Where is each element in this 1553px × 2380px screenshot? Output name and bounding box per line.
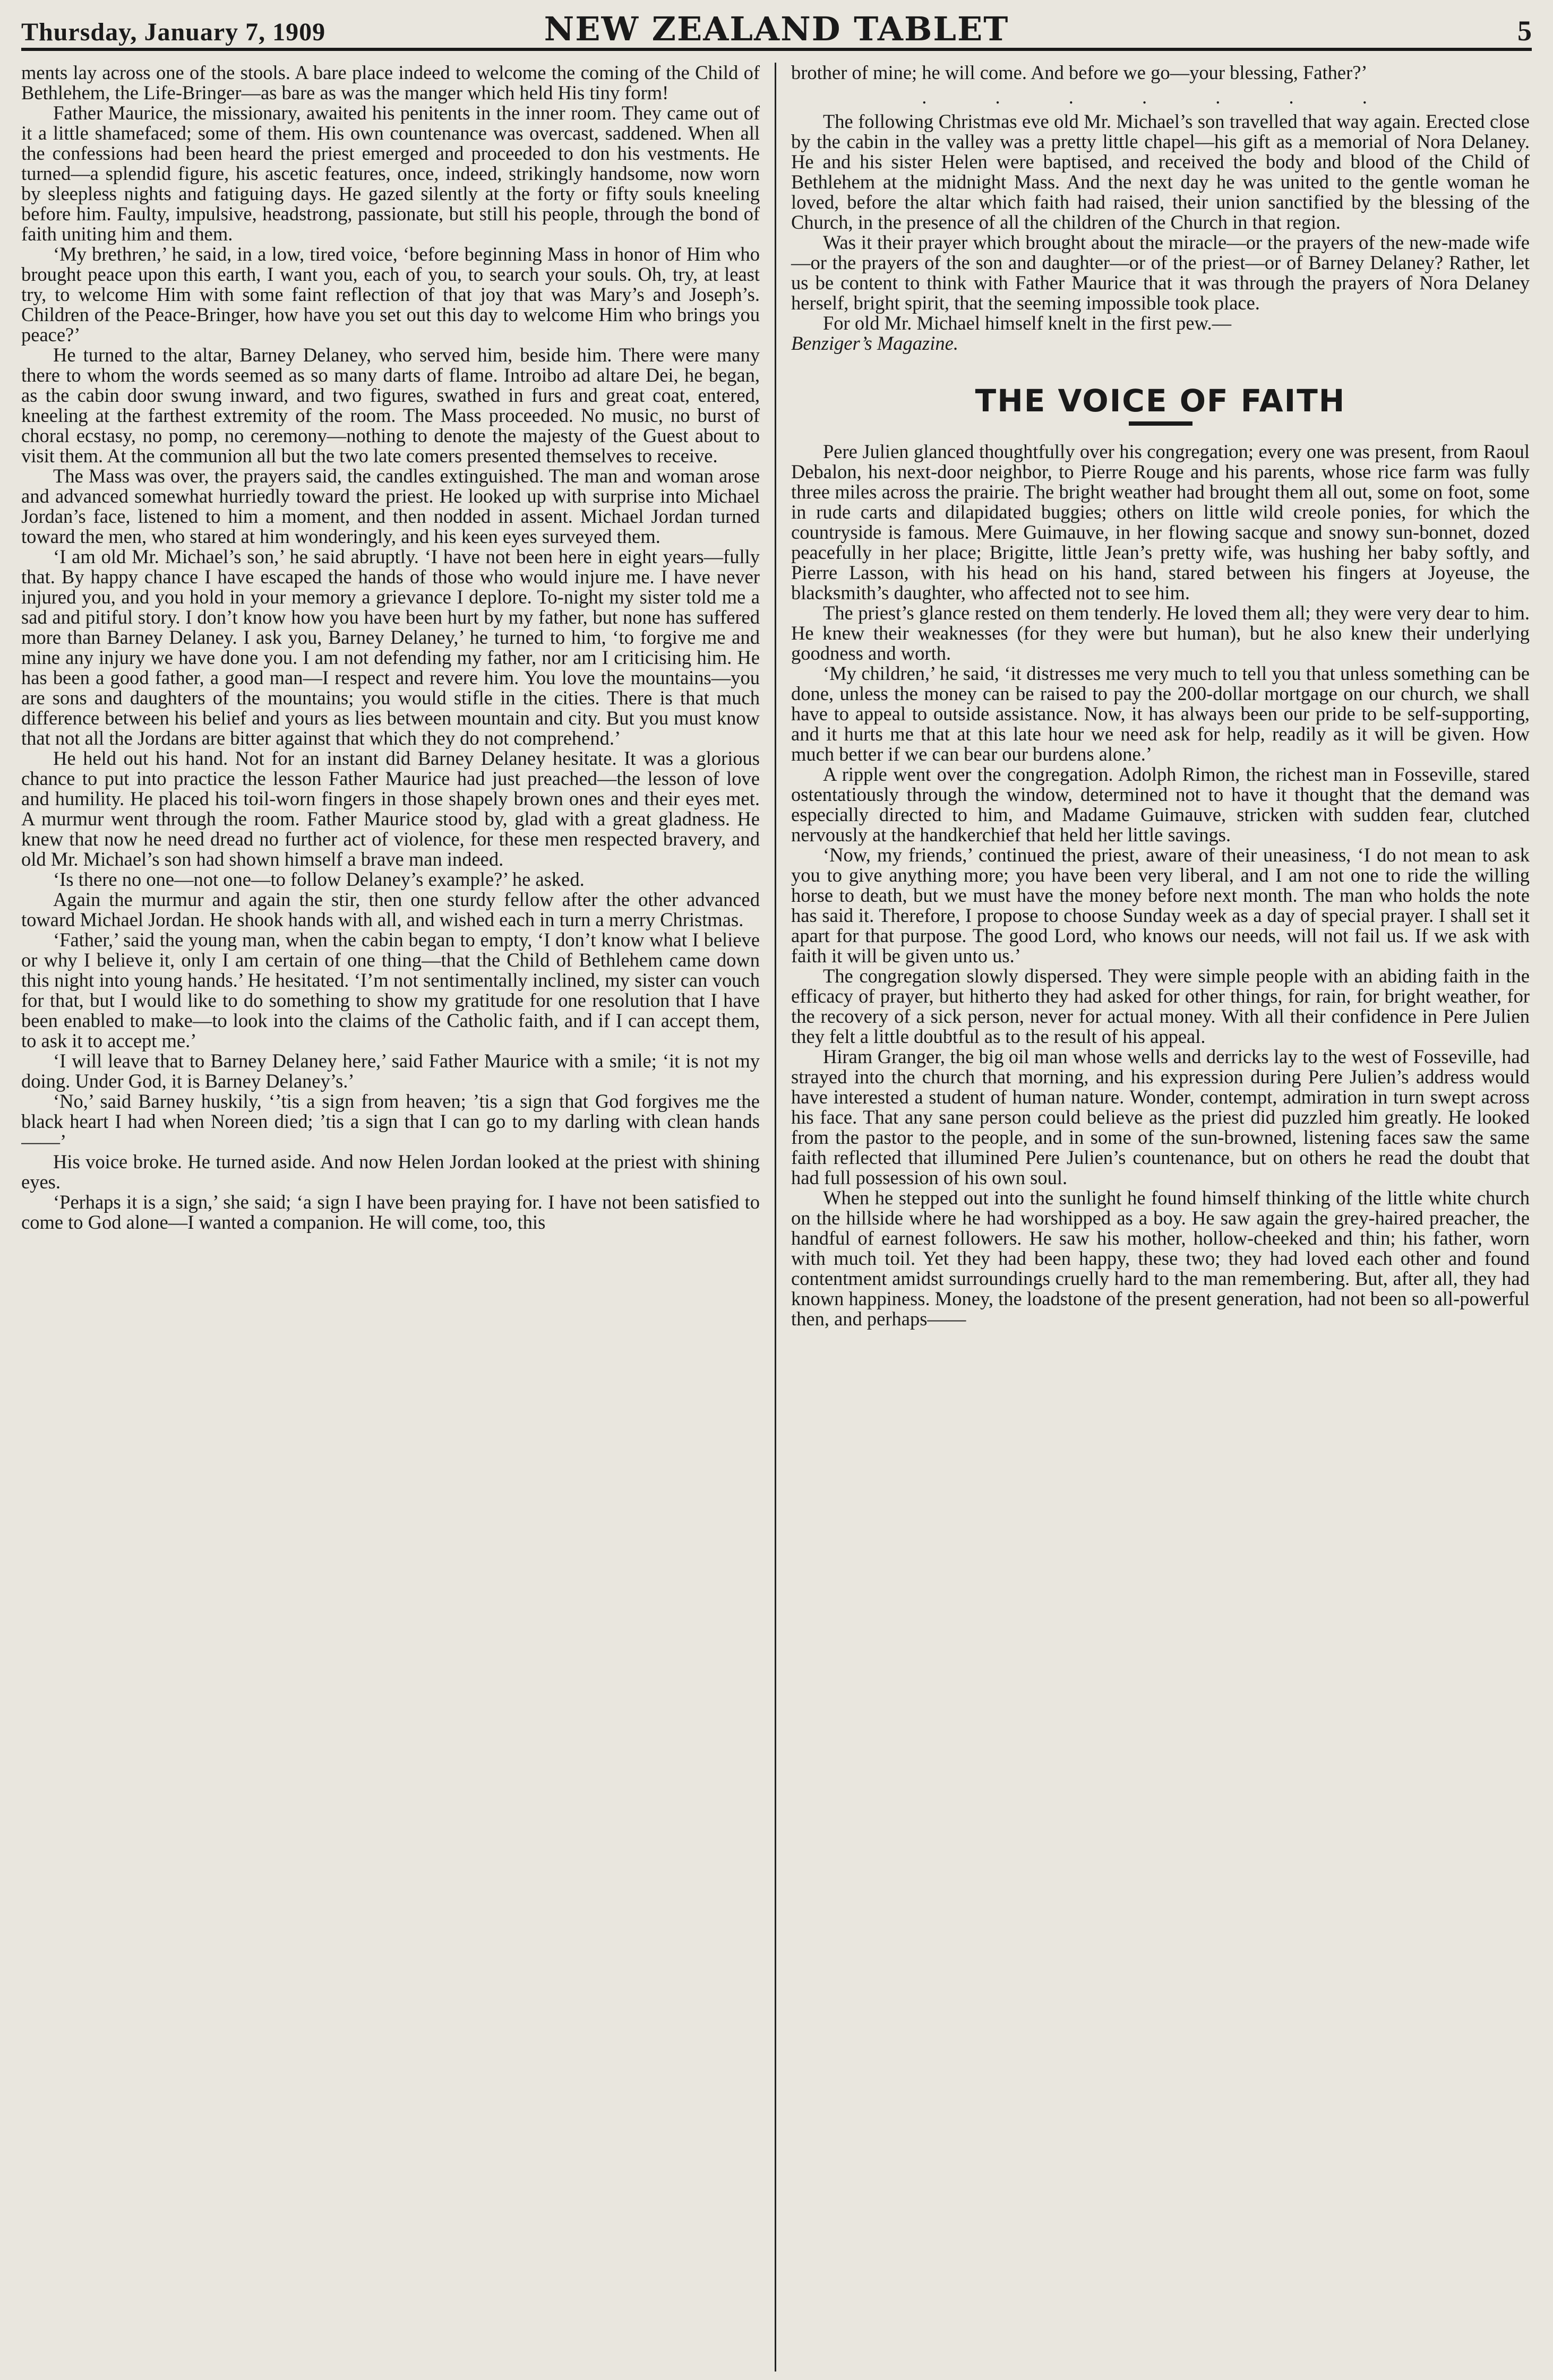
paragraph: ‘Father,’ said the young man, when the cabin began to empty, ‘I don’t know what I believe or why I believe it, only I am certain of one thing—that the Child of Bethlehem came down this night into young hands.’ He hesitated. ‘I’m not sentimentally inclined, my sister can vouch for that, but I would like to do something to show my gratitude for one resolution that I have been enabled to make—to look into the claims of the Catholic faith, and if I can accept them, to ask it to accept me.’	[21, 929, 760, 1051]
article-columns	[21, 63, 1532, 2372]
paragraph: Again the murmur and again the stir, then one sturdy fellow after the other advanced toward Michael Jordan. He shook hands with all, and wished each in turn a merry Christmas.	[21, 889, 760, 930]
paragraph: ‘I will leave that to Barney Delaney here,’ said Father Maurice with a smile; ‘it is not my doing. Under God, it is Barney Delaney’s.’	[21, 1050, 760, 1092]
paragraph: Hiram Granger, the big oil man whose wells and derricks lay to the west of Fosseville, had strayed into the church that morning, and his expression during Pere Julien’s address would have interested a student of human nature. Wonder, contempt, admiration in turn swept across his face. That any sane person could believe as the priest did puzzled him greatly. He looked from the pastor to the people, and in some of the sun-browned, listening faces saw the same faith reflected that illumined Pere Julien’s countenance, but on others he read the doubt that had full possession of his own soul.	[791, 1046, 1530, 1188]
masthead	[21, 10, 1532, 51]
paragraph: ‘Perhaps it is a sign,’ she said; ‘a sign I have been praying for. I have not been satisfied to come to God alone—I wanted a companion. He will come, too, this	[21, 1191, 760, 1233]
paragraph: ments lay across one of the stools. A bare place indeed to welcome the coming of the Child of Bethlehem, the Life-Bringer—as bare as was the manger which held His tiny form!	[21, 63, 760, 104]
paragraph: The following Christmas eve old Mr. Michael’s son travelled that way again. Erected close by the cabin in the valley was a pretty little chapel—his gift as a memorial of Nora Delaney. He and his sister Helen were baptised, and received the body and blood of the Child of Bethlehem at the midnight Mass. And the next day he was united to the gentle woman he loved, before the altar which faith had raised, their union sanctified by the blessing of the Church, in the presence of all the children of the Church in that region.	[791, 110, 1530, 233]
paragraph: ‘My children,’ he said, ‘it distresses me very much to tell you that unless something can be done, unless the money can be raised to pay the 200-dollar mortgage on our church, we shall have to appeal to outside assistance. Now, it has always been our pride to be self-supporting, and it hurts me that at this late hour we need ask for help, readily as it will be given. How much better if we can bear our burdens alone.’	[791, 662, 1530, 765]
paragraph: ‘I am old Mr. Michael’s son,’ he said abruptly. ‘I have not been here in eight years—fully that. By happy chance I have escaped the hands of those who would injure me. I have never injured you, and you hold in your memory a grievance I deplore. To-night my sister told me a sad and pitiful story. I don’t know how you have been hurt by my father, but none has suffered more than Barney Delaney. I ask you, Barney Delaney,’ he turned to him, ‘to forgive me and mine any injury we have done you. I am not defending my father, nor am I criticising him. He has been a good father, a good man—I respect and revere him. You love the mountains—you are sons and daughters of the mountains; you would stifle in the cities. There is that much difference between his belief and yours as lies between mountain and city. But you must know that not all the Jordans are bitter against that which they do not comprehend.’	[21, 546, 760, 749]
title-underline	[1129, 421, 1192, 426]
paragraph: He turned to the altar, Barney Delaney, who served him, beside him. There were many there to whom the words seemed as so many darts of flame. Introibo ad altare Dei, he began, as the cabin door swung inward, and two figures, swathed in furs and great coat, entered, kneeling at the farthest extremity of the room. The Mass proceeded. No music, no burst of choral ecstasy, no pomp, no ceremony—nothing to denote the majesty of the Guest about to visit them. At the communion all but the two late comers presented themselves to receive.	[21, 344, 760, 467]
paragraph: When he stepped out into the sunlight he found himself thinking of the little white church on the hillside where he had worshipped as a boy. He saw again the grey-haired preacher, the handful of earnest followers. He saw his mother, hollow-cheeked and thin; his father, worn with much toil. Yet they had been happy, these two; they had loved each other and found contentment amidst surroundings cruelly hard to the man remembering. But, after all, they had known happiness. Money, the loadstone of the present generation, had not been so all-powerful then, and perhaps——	[791, 1187, 1530, 1330]
paragraph: Was it their prayer which brought about the miracle—or the prayers of the new-made wife—or the prayers of the son and daughter—or of the priest—or of Barney Delaney? Rather, let us be content to think with Father Maurice that it was through the prayers of Nora Delaney herself, bright spirit, that the seeming impossible took place.	[791, 231, 1530, 314]
article-heading-block	[791, 383, 1530, 426]
article-title: THE VOICE OF FAITH	[975, 383, 1346, 419]
left-column	[21, 63, 773, 2372]
paragraph: Pere Julien glanced thoughtfully over his congregation; every one was present, from Raoul Debalon, his next-door neighbor, to Pierre Rouge and his parents, whose rice farm was fully three miles across the prairie. The bright weather had brought them all out, some on foot, some in rude carts and dilapidated buggies; others on little wild creole ponies, for which the countryside is famous. Mere Guimauve, in her flowing sacque and snowy sun-bonnet, dozed peacefully in her place; Brigitte, little Jean’s pretty wife, was hushing her baby softly, and Pierre Lasson, with his head on his hand, stared between his fingers at Joyeuse, the blacksmith’s daughter, who affected not to see him.	[791, 441, 1530, 603]
paragraph: He held out his hand. Not for an instant did Barney Delaney hesitate. It was a glorious chance to put into practice the lesson Father Maurice had just preached—the lesson of love and humility. He placed his toil-worn fingers in those shapely brown ones and their eyes met. A murmur went through the room. Father Maurice stood by, glad with a great gladness. He knew that now he need dread no further act of violence, for these men respected bravery, and old Mr. Michael’s son had shown himself a brave man indeed.	[21, 747, 760, 870]
closing-line: For old Mr. Michael himself knelt in the first pew.—	[823, 312, 1232, 334]
paragraph: A ripple went over the congregation. Adolph Rimon, the richest man in Fosseville, stared ostentatiously through the window, determined not to have it thought that the demand was especially directed to him, and Madame Guimauve, stricken with sudden fear, clutched nervously at the handkerchief that held her little savings.	[791, 763, 1530, 846]
paragraph: The congregation slowly dispersed. They were simple people with an abiding faith in the efficacy of prayer, but hitherto they had asked for other things, for rain, for bright weather, for the recovery of a sick person, never for actual money. With all their confidence in Pere Julien they felt a little doubtful as to the result of his appeal.	[791, 965, 1530, 1047]
paragraph: The Mass was over, the prayers said, the candles extinguished. The man and woman arose and advanced somewhat hurriedly toward the priest. He looked up with surprise into Michael Jordan’s face, listened to him a moment, and then nodded in assent. Michael Jordan turned toward the men, who stared at him wonderingly, and his keen eyes surveyed them.	[21, 465, 760, 547]
paragraph: ‘Is there no one—not one—to follow Delaney’s example?’ he asked.	[53, 868, 585, 890]
paragraph: brother of mine; he will come. And before we go—your blessing, Father?’	[791, 63, 1368, 83]
page-number: 5	[1517, 15, 1532, 47]
paragraph: ‘Now, my friends,’ continued the priest, aware of their uneasiness, ‘I do not mean to ask you to give anything more; you have been very liberal, and I am not one to ride the willing horse to death, but we must have the money before next month. The man who holds the note has said it. Therefore, I propose to choose Sunday week as a day of special prayer. I shall set it apart for that purpose. The good Lord, who knows our needs, will not fail us. If we ask with faith it will be given unto us.’	[791, 844, 1530, 967]
paragraph: ‘My brethren,’ he said, in a low, tired voice, ‘before beginning Mass in honor of Him who brought peace upon this earth, I want you, each of you, to search your souls. Oh, try, at least try, to welcome Him with some faint reflection of that joy that was Mary’s and Joseph’s. Children of the Peace-Bringer, how have you set out this day to welcome Him who brings you peace?’	[21, 243, 760, 346]
issue-date: Thursday, January 7, 1909	[21, 18, 326, 46]
paragraph: His voice broke. He turned aside. And now Helen Jordan looked at the priest with shining eyes.	[21, 1151, 760, 1193]
column-divider	[775, 63, 776, 2372]
paragraph	[791, 313, 1530, 353]
section-separator: . . . . . . .	[922, 86, 1399, 108]
paragraph: The priest’s glance rested on them tenderly. He loved them all; they were very dear to him. He knew their weaknesses (for they were but human), but he also knew their underlying goodness and worth.	[791, 602, 1530, 664]
paragraph: Father Maurice, the missionary, awaited his penitents in the inner room. They came out of it a little shamefaced; some of them. His own countenance was overcast, saddened. When all the confessions had been heard the priest emerged and proceeded to don his vestments. He turned—a splendid figure, his ascetic features, once, indeed, strikingly handsome, now worn by sleepless nights and fatiguing days. He gazed silently at the forty or fifty souls kneeling before him. Faulty, impulsive, headstrong, passionate, but still his people, through the bond of faith uniting him and them.	[21, 102, 760, 245]
newspaper-title: NEW ZEALAND TABLET	[544, 10, 1009, 48]
source-credit: Benziger’s Magazine.	[791, 332, 958, 354]
paragraph: ‘No,’ said Barney huskily, ‘’tis a sign from heaven; ’tis a sign that God forgives me the black heart I had when Noreen died; ’tis a sign that I can go to my darling with clean hands——’	[21, 1090, 760, 1152]
right-column	[778, 63, 1530, 2372]
